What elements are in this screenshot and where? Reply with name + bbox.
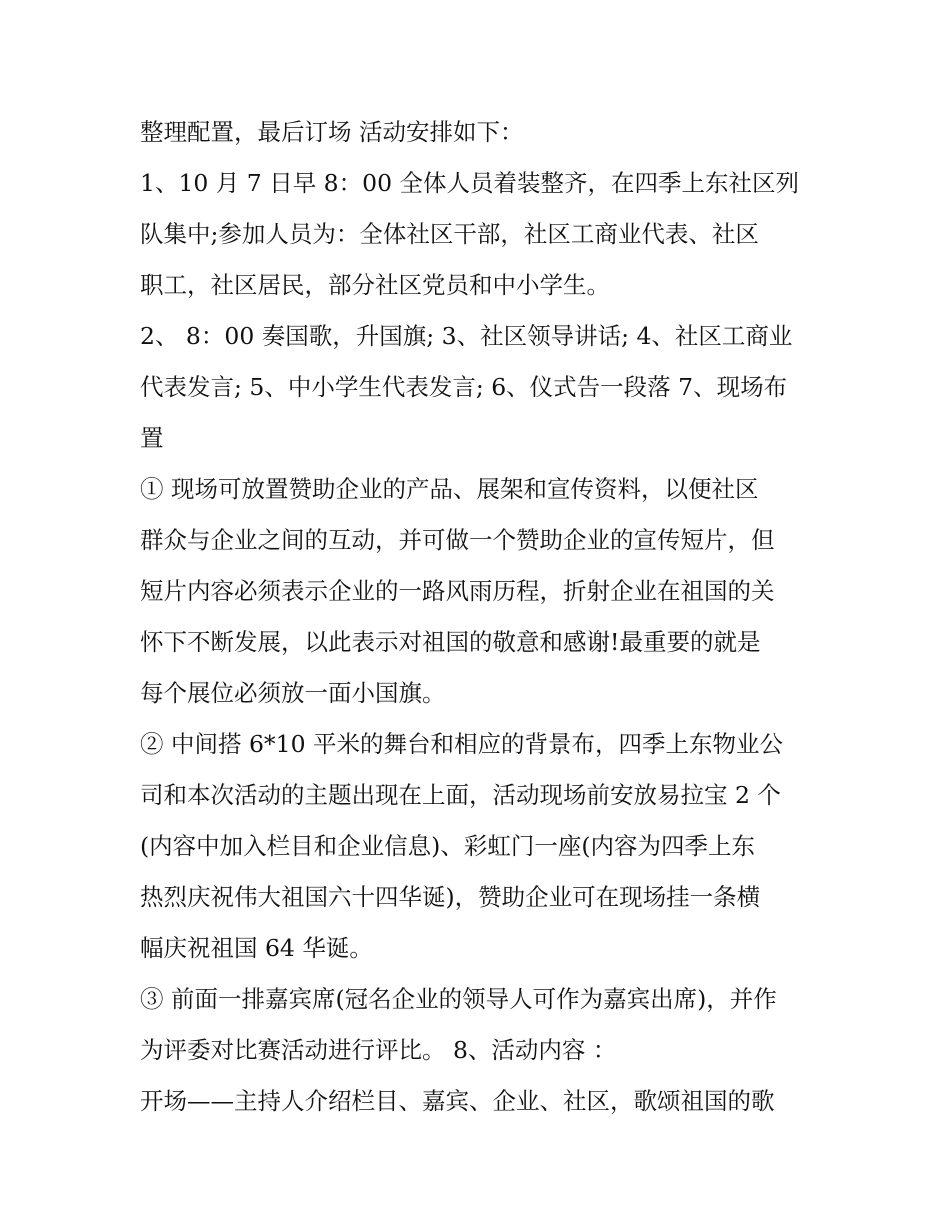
text-line: 每个展位必须放一面小国旗。 bbox=[140, 679, 446, 707]
text-line: (内容中加入栏目和企业信息)、彩虹门一座(内容为四季上东 bbox=[140, 832, 756, 860]
text-line: 代表发言; 5、中小学生代表发言; 6、仪式告一段落 7、现场布 bbox=[140, 373, 788, 401]
text-line: ② 中间搭 6*10 平米的舞台和相应的背景布，四季上东物业公 bbox=[140, 730, 784, 758]
text-line: 置 bbox=[140, 424, 164, 452]
text-line: 2、 8：00 奏国歌，升国旗; 3、社区领导讲话; 4、社区工商业 bbox=[140, 322, 793, 350]
text-line: 群众与企业之间的互动，并可做一个赞助企业的宣传短片，但 bbox=[140, 526, 775, 554]
text-line: 为评委对比赛活动进行评比。 8、活动内容 ： bbox=[140, 1036, 617, 1064]
text-line: 队集中;参加人员为：全体社区干部，社区工商业代表、社区 bbox=[140, 220, 759, 248]
text-line: 怀下不断发展，以此表示对祖国的敬意和感谢!最重要的就是 bbox=[140, 628, 761, 656]
text-line: 热烈庆祝伟大祖国六十四华诞)，赞助企业可在现场挂一条横 bbox=[140, 883, 761, 911]
text-line: 职工，社区居民，部分社区党员和中小学生。 bbox=[140, 271, 610, 299]
text-line: 1、10 月 7 日早 8：00 全体人员着装整齐，在四季上东社区列 bbox=[140, 169, 800, 197]
text-line: ① 现场可放置赞助企业的产品、展架和宣传资料，以便社区 bbox=[140, 475, 759, 503]
document-body bbox=[140, 107, 820, 1127]
text-line: 司和本次活动的主题出现在上面，活动现场前安放易拉宝 2 个 bbox=[140, 781, 781, 809]
text-line: 短片内容必须表示企业的一路风雨历程，折射企业在祖国的关 bbox=[140, 577, 775, 605]
text-line: 开场——主持人介绍栏目、嘉宾、企业、社区，歌颂祖国的歌 bbox=[140, 1087, 775, 1115]
text-line: ③ 前面一排嘉宾席(冠名企业的领导人可作为嘉宾出席)，并作 bbox=[140, 985, 777, 1013]
text-line: 幅庆祝祖国 64 华诞。 bbox=[140, 934, 373, 962]
text-line: 整理配置，最后订场 活动安排如下： bbox=[140, 118, 524, 146]
